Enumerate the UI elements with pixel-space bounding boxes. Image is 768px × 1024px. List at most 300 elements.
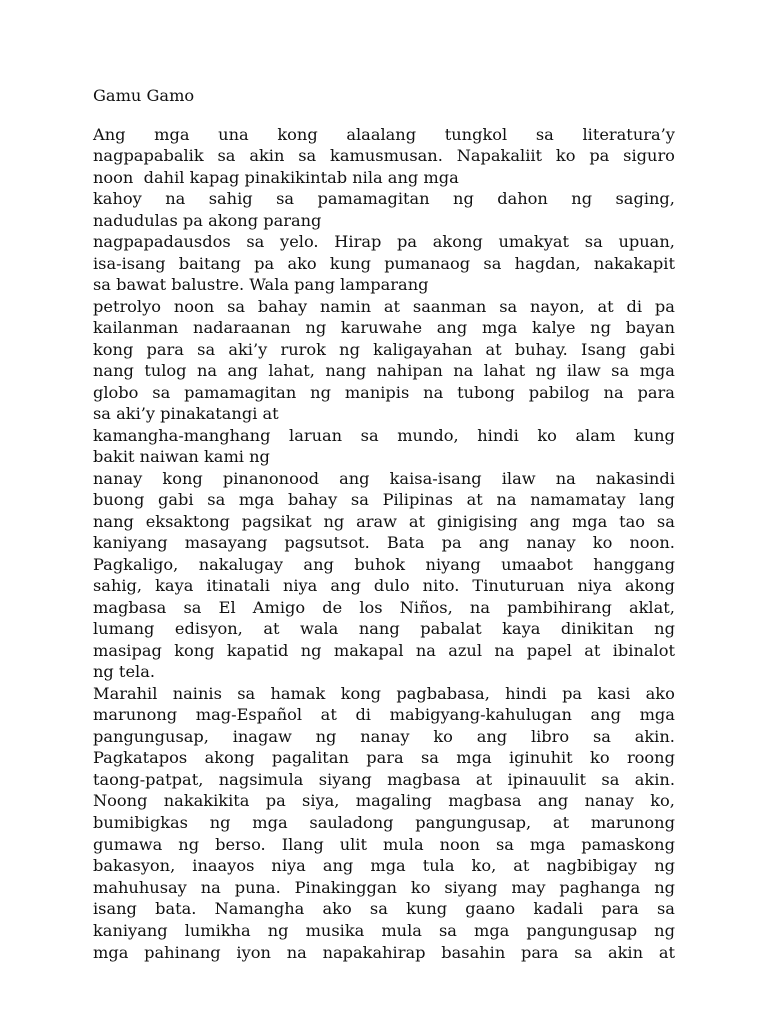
word: gabi bbox=[639, 339, 675, 359]
text-line bbox=[93, 726, 675, 748]
word: nagpapadausdos bbox=[93, 232, 231, 251]
word: nakasindi bbox=[595, 468, 675, 488]
line-text: ng tela. bbox=[93, 662, 155, 681]
word: kung bbox=[406, 899, 448, 919]
word: ng bbox=[267, 921, 289, 941]
word: kamusmusan. bbox=[330, 146, 443, 165]
word: El bbox=[218, 597, 236, 617]
text-line bbox=[93, 920, 675, 942]
word: pagsutsot. bbox=[284, 533, 370, 552]
word: niyang bbox=[425, 554, 481, 574]
word: sa bbox=[438, 921, 457, 941]
word: noon. bbox=[629, 533, 675, 552]
word: na bbox=[423, 382, 444, 402]
document-body bbox=[93, 124, 675, 964]
word: Bata bbox=[386, 533, 425, 552]
word: sa bbox=[183, 597, 202, 617]
word: kong bbox=[340, 683, 382, 703]
word: noon bbox=[439, 834, 480, 854]
word: ilaw bbox=[501, 468, 536, 488]
word: Pinakinggan bbox=[294, 877, 397, 897]
word: mga bbox=[481, 318, 518, 337]
word: mabigyang-kahulugan bbox=[389, 705, 572, 725]
word: pa bbox=[254, 253, 275, 273]
word: alaalang bbox=[346, 124, 417, 144]
word: at bbox=[475, 769, 493, 789]
text-line bbox=[93, 296, 675, 318]
word: rurok bbox=[280, 339, 326, 359]
word: na bbox=[469, 597, 490, 617]
word: akong bbox=[432, 232, 483, 251]
word: pagalitan bbox=[271, 748, 349, 768]
word: ang bbox=[476, 726, 508, 746]
word: ang bbox=[478, 533, 510, 552]
word: nakakapit bbox=[593, 253, 675, 273]
word: at bbox=[263, 619, 280, 638]
word: pinanonood bbox=[222, 468, 319, 488]
word: sa bbox=[369, 899, 388, 919]
word: marunong bbox=[590, 813, 675, 833]
text-line bbox=[93, 339, 675, 361]
document-title: Gamu Gamo bbox=[93, 86, 195, 105]
word: na bbox=[555, 468, 576, 488]
word: sa bbox=[217, 146, 236, 165]
word: Noong bbox=[93, 791, 148, 811]
word: pangungusap, bbox=[93, 726, 209, 746]
word: para bbox=[366, 748, 404, 768]
text-line bbox=[93, 382, 675, 404]
word: buong bbox=[93, 490, 145, 509]
word: lang bbox=[639, 490, 675, 509]
word: ginigising bbox=[436, 511, 518, 531]
word: ako bbox=[287, 253, 317, 273]
word: nahipan bbox=[376, 361, 443, 380]
word: buhay. bbox=[514, 339, 568, 359]
word: ko bbox=[590, 748, 610, 768]
word: akong bbox=[624, 576, 675, 595]
word: akin. bbox=[634, 726, 675, 746]
word: ako bbox=[322, 899, 352, 919]
word: nakalugay bbox=[198, 554, 283, 574]
word: ng bbox=[339, 339, 360, 359]
word: mga bbox=[473, 921, 510, 941]
word: akong bbox=[204, 748, 255, 768]
text-line bbox=[93, 683, 675, 705]
word: ko bbox=[555, 146, 576, 165]
text-line bbox=[93, 790, 675, 812]
word: sauladong bbox=[309, 813, 394, 833]
text-line bbox=[93, 145, 675, 167]
word: tungkol bbox=[444, 124, 508, 144]
word: na bbox=[494, 640, 515, 660]
word: ng bbox=[178, 834, 200, 854]
word: manipis bbox=[344, 382, 410, 402]
word: bahay bbox=[257, 296, 308, 316]
word: inaayos bbox=[192, 856, 255, 876]
word: sa bbox=[420, 748, 439, 768]
word: bahay bbox=[287, 490, 338, 509]
word: aklat, bbox=[628, 597, 675, 617]
word: dahon bbox=[497, 189, 548, 208]
word: kong bbox=[277, 124, 318, 144]
text-line bbox=[93, 231, 675, 253]
word: umaabot bbox=[501, 554, 573, 574]
word: papel bbox=[526, 640, 572, 660]
word: kapatid bbox=[226, 640, 289, 660]
word: sa bbox=[207, 490, 226, 509]
word: kaya bbox=[155, 576, 194, 595]
word: mga bbox=[639, 361, 675, 380]
word: gaano bbox=[465, 899, 516, 919]
text-line bbox=[93, 942, 675, 964]
word: yelo. bbox=[280, 232, 319, 251]
word: kaisa-isang bbox=[389, 468, 482, 488]
word: siyang bbox=[318, 769, 372, 789]
word: mula bbox=[381, 921, 422, 941]
word: nanay bbox=[360, 726, 410, 746]
word: ko bbox=[410, 877, 431, 897]
word: ko bbox=[433, 726, 453, 746]
word: nagsimula bbox=[218, 769, 304, 789]
word: para bbox=[146, 339, 184, 359]
word: los bbox=[359, 597, 383, 617]
word: pahinang bbox=[144, 942, 221, 962]
word: gabi bbox=[158, 490, 194, 509]
word: mahuhusay bbox=[93, 877, 187, 897]
word: ang bbox=[227, 361, 258, 380]
word: mga bbox=[154, 124, 190, 144]
word: pabilog bbox=[528, 382, 590, 402]
word: Pilipinas bbox=[382, 490, 453, 509]
word: para bbox=[601, 899, 639, 919]
word: na bbox=[165, 189, 186, 208]
word: hamak bbox=[270, 683, 326, 703]
word: nanay bbox=[526, 533, 576, 552]
word: pamamagitan bbox=[317, 189, 430, 208]
word: mga bbox=[93, 942, 129, 962]
word: at bbox=[408, 511, 425, 531]
word: buhok bbox=[354, 554, 406, 574]
word: de bbox=[322, 597, 343, 617]
text-line bbox=[93, 877, 675, 899]
word: sa bbox=[535, 124, 554, 144]
word: kamangha-manghang bbox=[93, 425, 271, 445]
word: mga bbox=[456, 748, 492, 768]
word: kasi bbox=[597, 683, 631, 703]
word: Amigo bbox=[252, 597, 306, 617]
word: at bbox=[485, 339, 502, 359]
word: pambihirang bbox=[507, 597, 612, 617]
word: Ilang bbox=[281, 834, 324, 854]
text-line bbox=[93, 124, 675, 146]
text-line bbox=[93, 769, 675, 791]
word: pa bbox=[589, 146, 610, 165]
word: nang bbox=[93, 361, 134, 380]
word: ang bbox=[537, 791, 569, 811]
word: ibinalot bbox=[612, 640, 675, 660]
text-line bbox=[93, 210, 675, 232]
word: mga bbox=[529, 834, 566, 854]
word: mundo, bbox=[397, 425, 459, 445]
word: araw bbox=[356, 511, 397, 531]
word: ng bbox=[310, 382, 331, 402]
word: ng bbox=[300, 640, 322, 660]
word: ng bbox=[590, 318, 611, 337]
word: namamatay bbox=[530, 490, 626, 509]
word: at bbox=[658, 942, 675, 962]
word: akin bbox=[607, 942, 644, 962]
text-line bbox=[93, 812, 675, 834]
word: pagsikat bbox=[241, 511, 312, 531]
word: aki’y bbox=[228, 339, 268, 359]
word: kadali bbox=[533, 899, 584, 919]
text-line bbox=[93, 640, 675, 662]
word: lumang bbox=[93, 619, 155, 638]
word: ang bbox=[529, 511, 561, 531]
word: masayang bbox=[184, 533, 268, 552]
word: tubong bbox=[457, 382, 515, 402]
word: ang bbox=[330, 576, 361, 595]
word: na bbox=[453, 361, 474, 380]
word: at bbox=[466, 490, 483, 509]
line-text: bakit naiwan kami ng bbox=[93, 447, 270, 466]
word: saging, bbox=[615, 189, 675, 208]
word: puna. bbox=[234, 877, 281, 897]
word: saanman bbox=[412, 296, 487, 316]
text-line bbox=[93, 360, 675, 382]
word: mag-Español bbox=[195, 705, 303, 725]
word: nagpapabalik bbox=[93, 146, 204, 165]
word: makapal bbox=[333, 640, 404, 660]
word: pamamagitan bbox=[184, 382, 297, 402]
text-line bbox=[93, 532, 675, 554]
text-line bbox=[93, 468, 675, 490]
word: sa bbox=[152, 382, 171, 402]
word: Pagkatapos bbox=[93, 748, 188, 768]
word: namin bbox=[319, 296, 372, 316]
word: sa bbox=[483, 253, 502, 273]
word: kailanman bbox=[93, 318, 179, 337]
word: ang bbox=[303, 554, 334, 574]
word: at bbox=[383, 296, 401, 316]
word: at bbox=[597, 296, 614, 316]
word: kaligayahan bbox=[373, 339, 473, 359]
word: kahoy bbox=[93, 189, 142, 208]
word: dinikitan bbox=[560, 619, 634, 638]
word: taong-patpat, bbox=[93, 769, 204, 789]
word: ng bbox=[571, 189, 593, 208]
word: na bbox=[200, 877, 221, 897]
word: kong bbox=[174, 640, 215, 660]
word: alam bbox=[575, 425, 616, 445]
text-line bbox=[93, 403, 675, 425]
word: Ang bbox=[93, 124, 126, 144]
text-line bbox=[93, 704, 675, 726]
word: bumibigkas bbox=[93, 813, 188, 833]
word: eksaktong bbox=[145, 511, 230, 531]
word: ng bbox=[654, 856, 675, 876]
word: nang bbox=[358, 619, 400, 638]
word: kaniyang bbox=[93, 533, 168, 552]
word: sa bbox=[276, 189, 295, 208]
word: mga bbox=[639, 705, 675, 725]
word: ang bbox=[590, 705, 621, 725]
word: sa bbox=[227, 296, 246, 316]
line-text: sa aki’y pinakatangi at bbox=[93, 404, 279, 423]
word: sa bbox=[656, 899, 675, 919]
word: sa bbox=[298, 146, 317, 165]
word: Pagkaligo, bbox=[93, 554, 179, 574]
word: at bbox=[513, 856, 530, 876]
word: hanggang bbox=[593, 554, 675, 574]
word: ko, bbox=[650, 791, 675, 811]
word: paghanga bbox=[559, 877, 641, 897]
text-line bbox=[93, 661, 675, 683]
word: ng bbox=[315, 726, 337, 746]
word: Namangha bbox=[214, 899, 305, 919]
word: pa bbox=[441, 533, 462, 552]
word: masipag bbox=[93, 640, 162, 660]
word: sa bbox=[601, 769, 620, 789]
word: napakahirap bbox=[322, 942, 426, 962]
word: nito. bbox=[422, 576, 460, 595]
word: pa bbox=[562, 683, 583, 703]
word: siguro bbox=[623, 146, 675, 165]
word: laruan bbox=[289, 425, 343, 445]
word: ko, bbox=[471, 856, 497, 876]
word: siya, bbox=[302, 791, 340, 811]
word: upuan, bbox=[618, 232, 675, 251]
text-line bbox=[93, 618, 675, 640]
text-line bbox=[93, 489, 675, 511]
text-line bbox=[93, 898, 675, 920]
word: kaniyang bbox=[93, 921, 168, 941]
word: ang bbox=[339, 468, 370, 488]
word: pamaskong bbox=[581, 834, 675, 854]
word: akin bbox=[249, 146, 285, 165]
word: at bbox=[552, 813, 570, 833]
word: nayon, bbox=[530, 296, 585, 316]
text-line bbox=[93, 274, 675, 296]
word: sa bbox=[584, 232, 603, 251]
word: magaling bbox=[355, 791, 432, 811]
word: may bbox=[511, 877, 546, 897]
word: marunong bbox=[93, 705, 178, 725]
word: na bbox=[415, 640, 436, 660]
word: hindi bbox=[477, 425, 519, 445]
word: noon bbox=[173, 296, 215, 316]
word: ko bbox=[592, 533, 613, 552]
word: tula bbox=[422, 856, 455, 876]
word: nang bbox=[93, 511, 134, 531]
word: sa bbox=[656, 511, 675, 531]
text-line bbox=[93, 188, 675, 210]
paragraph bbox=[93, 683, 675, 964]
word: mula bbox=[383, 834, 424, 854]
text-line bbox=[93, 747, 675, 769]
word: gumawa bbox=[93, 834, 163, 854]
text-line bbox=[93, 511, 675, 533]
word: kong bbox=[162, 468, 203, 488]
word: libro bbox=[530, 726, 570, 746]
word: musika bbox=[305, 921, 365, 941]
word: para bbox=[637, 382, 675, 402]
word: basahin bbox=[441, 942, 506, 962]
word: kung bbox=[329, 253, 371, 273]
word: kaya bbox=[502, 619, 541, 638]
word: ulit bbox=[339, 834, 367, 854]
text-line bbox=[93, 855, 675, 877]
word: iyon bbox=[236, 942, 271, 962]
word: na bbox=[196, 361, 218, 380]
word: para bbox=[521, 942, 559, 962]
word: mga bbox=[238, 490, 275, 509]
word: sa bbox=[246, 232, 265, 251]
word: at bbox=[584, 640, 601, 660]
word: Napakaliit bbox=[456, 146, 543, 165]
text-line bbox=[93, 167, 675, 189]
word: ng bbox=[654, 877, 675, 897]
word: akin. bbox=[634, 769, 675, 789]
word: ipinauulit bbox=[507, 769, 586, 789]
word: pumanaog bbox=[384, 253, 471, 273]
word: magbasa bbox=[93, 597, 167, 617]
word: sahig, bbox=[93, 576, 143, 595]
word: inagaw bbox=[232, 726, 292, 746]
word: hindi bbox=[505, 683, 547, 703]
word: dulo bbox=[373, 576, 410, 595]
word: pabalat bbox=[420, 619, 482, 638]
word: kung bbox=[633, 425, 675, 445]
word: di bbox=[626, 296, 643, 316]
word: bata. bbox=[155, 899, 197, 919]
word: nakakikita bbox=[163, 791, 250, 811]
word: nagbibigay bbox=[546, 856, 638, 876]
text-line bbox=[93, 425, 675, 447]
text-line bbox=[93, 317, 675, 339]
word: niya bbox=[282, 576, 318, 595]
word: lumikha bbox=[184, 921, 251, 941]
word: ang bbox=[436, 318, 468, 337]
word: kong bbox=[93, 339, 134, 359]
word: edisyon, bbox=[174, 619, 243, 638]
word: pangungusap, bbox=[415, 813, 532, 833]
word: umakyat bbox=[498, 232, 570, 251]
word: siyang bbox=[444, 877, 498, 897]
text-line bbox=[93, 446, 675, 468]
word: sa bbox=[592, 726, 611, 746]
document-page bbox=[93, 85, 675, 963]
text-line bbox=[93, 597, 675, 619]
word: sa bbox=[611, 361, 630, 380]
word: sa bbox=[574, 942, 593, 962]
word: lahat, bbox=[268, 361, 315, 380]
text-line bbox=[93, 575, 675, 597]
word: nadaraanan bbox=[193, 318, 291, 337]
word: azul bbox=[448, 640, 483, 660]
word: Hirap bbox=[334, 232, 382, 251]
word: at bbox=[320, 705, 337, 725]
word: tulog bbox=[144, 361, 187, 380]
word: mga bbox=[571, 511, 608, 531]
word: pa bbox=[654, 296, 675, 316]
text-line bbox=[93, 253, 675, 275]
word: nang bbox=[325, 361, 367, 380]
word: nainis bbox=[172, 683, 222, 703]
word: ng bbox=[453, 189, 474, 208]
word: ng bbox=[305, 318, 327, 337]
word: iginuhit bbox=[509, 748, 573, 768]
